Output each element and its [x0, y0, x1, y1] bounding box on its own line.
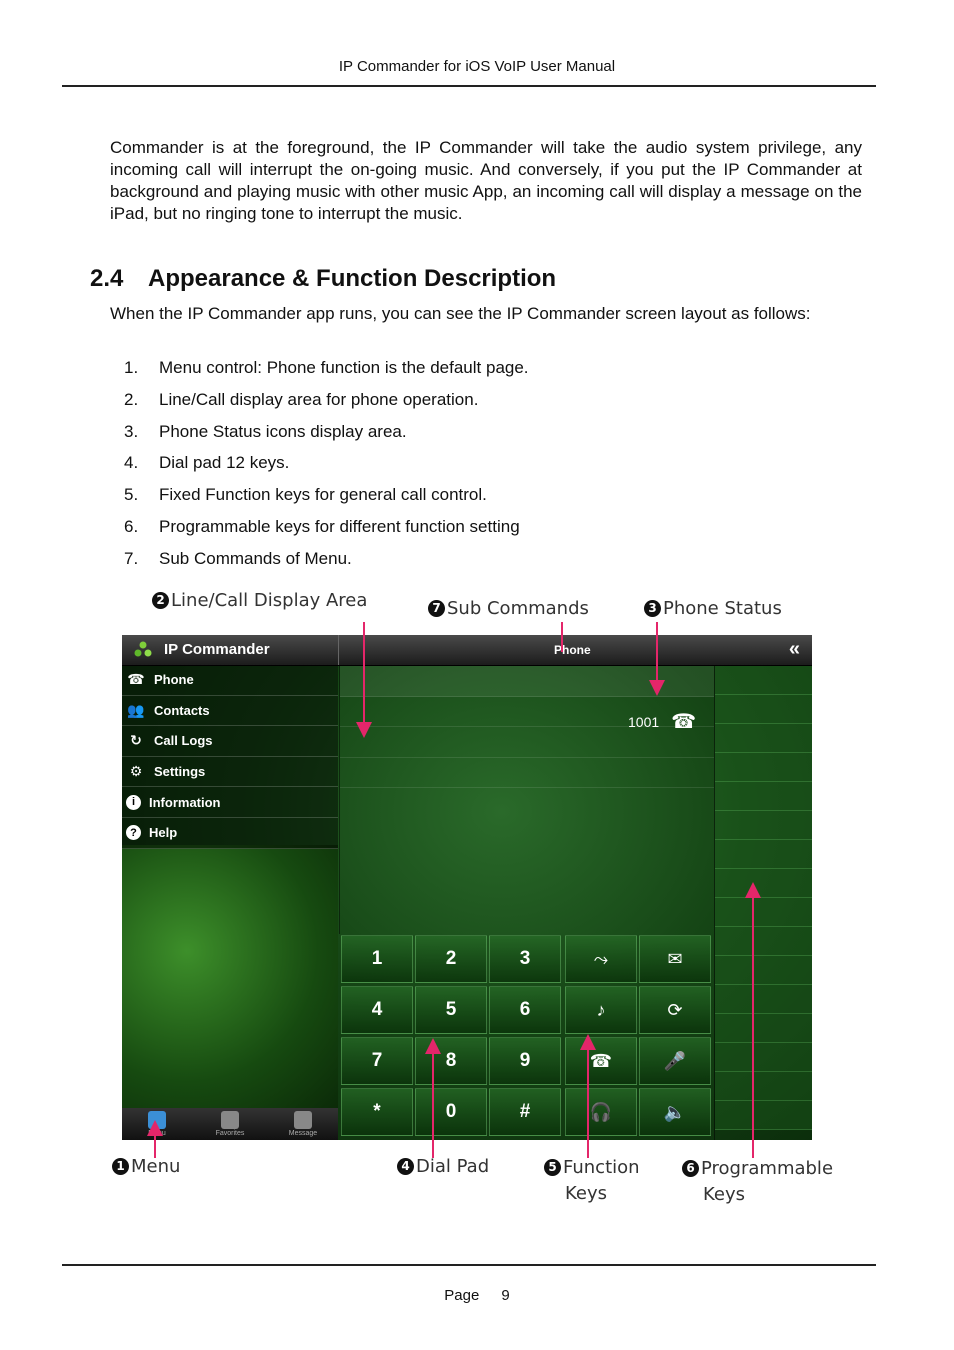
- list-number: 5.: [124, 485, 139, 505]
- programmable-key[interactable]: [715, 1043, 812, 1072]
- menu-item-information[interactable]: [122, 787, 338, 818]
- callout-badge: 7: [428, 600, 445, 617]
- callout-function-keys: [544, 1155, 640, 1207]
- callout-menu: [112, 1156, 180, 1177]
- line-row: [340, 666, 714, 697]
- list-item: [110, 452, 529, 484]
- star-icon: [221, 1111, 239, 1129]
- phone-status: [628, 711, 695, 733]
- feature-list: [110, 357, 529, 580]
- page-footer: [0, 1287, 954, 1304]
- app-menu: [122, 665, 338, 849]
- menu-icon: [148, 1111, 166, 1129]
- call-logs-icon: ↻: [130, 732, 142, 749]
- list-item: [110, 389, 529, 421]
- footer-label: Page: [444, 1287, 480, 1304]
- callout-text: Dial Pad: [416, 1156, 490, 1177]
- section-heading: [90, 265, 556, 293]
- dial-key[interactable]: 6: [489, 986, 561, 1034]
- menu-item-label: Contacts: [154, 702, 210, 718]
- menu-item-help[interactable]: [122, 818, 338, 849]
- contacts-icon: 👥: [127, 701, 145, 718]
- list-number: 7.: [124, 548, 139, 568]
- tab-bar: [122, 1108, 338, 1140]
- dial-key[interactable]: 4: [341, 986, 413, 1034]
- menu-item-phone[interactable]: [122, 665, 338, 696]
- app-name: IP Commander: [164, 641, 270, 658]
- callout-text: Phone Status: [663, 598, 782, 619]
- programmable-key[interactable]: [715, 1101, 812, 1130]
- programmable-key[interactable]: [715, 753, 812, 782]
- list-item: [110, 421, 529, 453]
- programmable-key[interactable]: [715, 869, 812, 898]
- titlebar-divider: [338, 635, 339, 665]
- menu-item-settings[interactable]: [122, 757, 338, 788]
- tab-label: Message: [288, 1130, 318, 1137]
- list-text: Fixed Function keys for general call control.: [159, 485, 487, 505]
- programmable-key[interactable]: [715, 1072, 812, 1101]
- list-item: [110, 357, 529, 389]
- dial-key[interactable]: 9: [489, 1037, 561, 1085]
- programmable-key[interactable]: [715, 811, 812, 840]
- list-text: Sub Commands of Menu.: [159, 548, 352, 568]
- list-text: Programmable keys for different function setting: [159, 516, 520, 536]
- callout-text: Sub Commands: [447, 598, 589, 619]
- voicemail-icon[interactable]: ✉: [639, 935, 711, 983]
- list-item: [110, 516, 529, 548]
- transfer-icon[interactable]: ⤳: [565, 935, 637, 983]
- list-item: [110, 548, 529, 580]
- section-number: 2.4: [90, 265, 124, 292]
- menu-item-label: Call Logs: [154, 733, 213, 749]
- callout-badge: 2: [152, 592, 169, 609]
- help-icon: ?: [126, 825, 141, 840]
- dial-key[interactable]: #: [489, 1088, 561, 1136]
- dial-key[interactable]: *: [341, 1088, 413, 1136]
- dial-key[interactable]: 3: [489, 935, 561, 983]
- callout-badge: 4: [397, 1158, 414, 1175]
- programmable-key[interactable]: [715, 840, 812, 869]
- callout-text: Line/Call Display Area: [171, 590, 368, 611]
- callout-text: Programmable: [701, 1158, 834, 1179]
- section-title: Appearance & Function Description: [148, 265, 557, 292]
- programmable-key[interactable]: [715, 956, 812, 985]
- callout-phone-status: [644, 598, 782, 619]
- dial-key[interactable]: 7: [341, 1037, 413, 1085]
- list-number: 6.: [124, 516, 139, 536]
- programmable-key[interactable]: [715, 782, 812, 811]
- app-titlebar: [122, 635, 812, 666]
- dial-key[interactable]: 0: [415, 1088, 487, 1136]
- mute-icon[interactable]: 🎤: [639, 1037, 711, 1085]
- programmable-key[interactable]: [715, 898, 812, 927]
- callout-text: Menu: [131, 1156, 181, 1177]
- list-text: Phone Status icons display area.: [159, 421, 407, 441]
- tab-menu[interactable]: [122, 1111, 192, 1137]
- tab-label: Favorites: [215, 1130, 245, 1137]
- menu-item-label: Phone: [154, 672, 194, 688]
- callout-dial-pad: [397, 1156, 489, 1177]
- menu-item-call-logs[interactable]: [122, 726, 338, 757]
- menu-item-contacts[interactable]: [122, 696, 338, 727]
- callout-text: Keys: [565, 1183, 608, 1204]
- hold-icon[interactable]: ☎: [565, 1037, 637, 1085]
- line-call-display-area[interactable]: [339, 666, 714, 934]
- intro-paragraph: Commander is at the foreground, the IP Commander will take the audio system privilege, any incoming call will interrupt the on-going music. And conversely, if you put the IP Commander at background and playing music with other music App, an incoming call will display a message on the iPad, but no ringing tone to interrupt the music.: [110, 138, 862, 223]
- list-text: Line/Call display area for phone operation.: [159, 389, 479, 409]
- list-text: Dial pad 12 keys.: [159, 453, 290, 473]
- tab-message[interactable]: [268, 1111, 338, 1137]
- callout-line-call: [152, 590, 367, 611]
- programmable-key[interactable]: [715, 695, 812, 724]
- redial-icon[interactable]: ⟳: [639, 986, 711, 1034]
- line-row: [340, 758, 714, 789]
- list-number: 4.: [124, 453, 139, 473]
- header-rule: [62, 85, 876, 87]
- callout-text: Function: [563, 1157, 640, 1178]
- dial-pad: [341, 935, 713, 1140]
- programmable-key[interactable]: [715, 666, 812, 695]
- page-header: IP Commander for iOS VoIP User Manual: [338, 58, 616, 75]
- headset-icon[interactable]: 🎧: [565, 1088, 637, 1136]
- callout-badge: 3: [644, 600, 661, 617]
- menu-item-label: Settings: [154, 764, 206, 780]
- collapse-icon[interactable]: «: [788, 638, 800, 660]
- list-number: 1.: [124, 358, 139, 377]
- dial-key[interactable]: 8: [415, 1037, 487, 1085]
- callout-sub-commands: [428, 598, 589, 619]
- programmable-keys: [714, 666, 812, 1140]
- callout-badge: 5: [544, 1159, 561, 1176]
- callout-badge: 6: [682, 1160, 699, 1177]
- tab-favorites[interactable]: [195, 1111, 265, 1137]
- dial-key[interactable]: 1: [341, 935, 413, 983]
- screen-title: Phone: [554, 643, 591, 657]
- page-number: 9: [501, 1287, 510, 1304]
- list-number: 2.: [124, 389, 139, 409]
- app-screenshot: [122, 635, 812, 1140]
- callout-badge: 1: [112, 1158, 129, 1175]
- section-lead: When the IP Commander app runs, you can see the IP Commander screen layout as follows:: [110, 304, 811, 323]
- phone-status-icon: ☎: [671, 711, 697, 733]
- tab-label: Menu: [148, 1130, 166, 1137]
- programmable-key[interactable]: [715, 985, 812, 1014]
- information-icon: i: [126, 795, 141, 810]
- menu-item-label: Information: [149, 794, 221, 810]
- menu-item-label: Help: [149, 825, 178, 841]
- phone-icon: ☎: [127, 671, 145, 688]
- programmable-key[interactable]: [715, 927, 812, 956]
- dial-key[interactable]: 5: [415, 986, 487, 1034]
- callout-text: Keys: [703, 1184, 746, 1205]
- dial-key[interactable]: 2: [415, 935, 487, 983]
- conference-icon[interactable]: ♪: [565, 986, 637, 1034]
- speaker-icon[interactable]: 🔈: [639, 1088, 711, 1136]
- footer-rule: [62, 1264, 876, 1266]
- line-number: 1001: [628, 714, 660, 730]
- app-logo-icon: [134, 641, 152, 659]
- list-item: [110, 484, 529, 516]
- settings-icon: ⚙: [129, 763, 143, 780]
- programmable-key[interactable]: [715, 724, 812, 753]
- message-icon: [294, 1111, 312, 1129]
- programmable-key[interactable]: [715, 1014, 812, 1043]
- callout-programmable-keys: [682, 1156, 833, 1208]
- list-text: Menu control: Phone function is the default page.: [159, 358, 529, 377]
- sidebar-background: [122, 845, 338, 1110]
- list-number: 3.: [124, 421, 139, 441]
